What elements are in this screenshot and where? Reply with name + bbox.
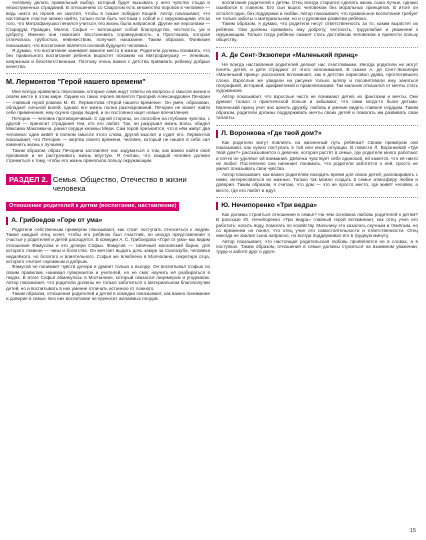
essay-text-lermontov — [6, 89, 210, 164]
paragraph: Фамусов не понимает чувств дочери и думает только о выгоде. Он воспитывал Софью по своим правилам, нанимал гувернанток и учителей, но не смог научить её разбираться в людях. В итоге Софья обманулась в Молчалине, который оказался лицемером и угодником. Автор показывает, что родители должны не только заботиться о материальном благополучии детей, но и воспитывать в них умение отличать истинное от ложного. — [6, 264, 210, 291]
essay-heading-lermontov — [6, 78, 210, 87]
essay-heading-nechiporenko — [216, 202, 418, 210]
essay-heading-exupery — [216, 52, 418, 60]
paragraph: Родители собственным примером показывают, как стоит поступать относиться к людям. Также каждый отец хочет, чтобы его ребёнок был счастлив, но иногда представления о счастье у родителей и детей расходятся. В комедии А. С. Грибоедова «Горе от ума» мы видим отношения Фамусова и его дочери Софьи. Фамусов — типичный московский барин, для которого главное — чины и богатство. Он мечтает выдать дочь замуж за Скалозуба, человека недалёкого, но богатого и влиятельного. Софья же влюблена в Молчалина, секретаря отца, которого считает скромным и добрым. — [6, 226, 210, 264]
right-column — [216, 0, 418, 540]
section-subtitle: Отношение родителей к детям (воспитание, наставление) — [6, 202, 179, 211]
accent-bar — [216, 202, 218, 210]
accent-bar — [216, 130, 218, 138]
essay-heading-griboedov — [6, 217, 210, 225]
paragraph: Не всегда наставления родителей делают нас счастливыми. Иногда родители не могут понять детей, и дети страдают от этого непонимания. В сказке А. де Сент-Экзюпери «Маленький принц» рассказчик вспоминает, как в детстве нарисовал удава, проглотившего слона. Взрослые же увидели на рисунке только шляпу и посоветовали ему заняться географией, историей, арифметикой и правописанием. Так мальчик отказался от мечты стать художником. — [216, 61, 418, 94]
essay-text-exupery — [216, 62, 418, 121]
essay-text-nechiporenko — [216, 212, 418, 255]
paragraph: воспитания родителей к детям. Отец всегда старался сделать жизнь сына лучше, однако ошибался в главном. Его сын вырос человеком без моральных принципов. В итоге он остался один, без поддержки и любви. Автор показывает, что правильное воспитание требует не только заботы о материальном, но и о духовном развитии ребёнка. — [216, 0, 418, 22]
page-number: 15 — [409, 528, 416, 534]
divider — [6, 73, 210, 74]
essay-heading-voronkova — [216, 130, 418, 138]
section-title: Семья. Общество, Отечество в жизни человека — [52, 174, 187, 193]
section-title-row — [6, 174, 210, 194]
paragraph: Как должны строиться отношения в семье? На чём основана любовь родителей к детям? В рассказе Ю. Нечипоренко «Три ведра» главный герой вспоминает, как отец учил его работать: носить воду, помогать по хозяйству. Мальчику это казалось скучным и тяжёлым, но со временем он понял, что отец учил его самостоятельности и ответственности. Отец никогда не хвалил сына напрасно, но всегда поддерживал его в трудную минуту. — [216, 211, 418, 239]
essay-title: А. Грибоедов «Горе от ума» — [11, 216, 103, 224]
accent-bar — [6, 217, 8, 225]
paragraph: Таким образом, отношения родителей и детей в комедии показывают, как важно понимание и доверие в семье. Без них воспитание не приносит желаемых плодов. — [6, 290, 210, 302]
essay-title: А. Де Сент-Экзюпери «Маленький принц» — [221, 51, 358, 59]
paragraph: Таким образом, образ Печорина заставляет нас задуматься о том, как важно найти своё призвание и не растрачивать жизнь впустую. Я считаю, что каждый человек должен стремиться к тому, чтобы его жизнь приносила пользу окружающим. — [6, 147, 210, 164]
section-banner — [6, 174, 210, 212]
paragraph: Автор показывает, что взрослые часто не понимают детей, их фантазии и мечты. Они думают только о практической пользе и забывают, что сами когда-то были детьми. Маленький принц учит нас ценить дружбу, любовь и умение видеть главное сердцем. Таким образом, родители должны поддерживать мечты своих детей и помогать им развивать свои таланты. — [216, 93, 418, 121]
essay-title: Ю. Нечипоренко «Три ведра» — [221, 201, 318, 209]
left-intro-text — [6, 0, 210, 69]
paragraph: Я думаю, что воспитание занимает важное место в жизни. Родители должны понимать, что без правильного воспитания ребенок вырастет похожим на Митрофанушку — ленивым, капризным и безответственным. Поэтому очень важно с детства прививать ребенку добрые качества. — [6, 48, 210, 70]
paragraph: Как родители могут повлиять на жизненный путь ребёнка? Своим примером они показывают, как нужно поступать в той или иной ситуации. В повести Л. Воронковой «Где твой дом?» рассказывается о девочке, которая растёт в семье, где родители много работают и почти не уделяют ей внимания. Девочка чувствует себя одинокой, ей кажется, что её никто не любит. Постепенно она начинает понимать, что родители заботятся о ней, просто не умеют показывать свои чувства. — [216, 139, 418, 172]
essay-title: М. Лермонтов "Герой нашего времени" — [6, 77, 146, 87]
left-column — [6, 0, 210, 540]
divider — [216, 47, 418, 48]
accent-bar — [216, 52, 218, 60]
essay-title: Л. Воронкова «Где твой дом?» — [221, 129, 322, 137]
divider — [216, 125, 418, 126]
paragraph: человеку делать правильный выбор, который будет вызывать у него чувство стыда и незаслуженных страданий. В отношениях со Сварогом есть множество пороков в человеке — ведь никто из героев не захотел, чтобы в сказке победил Кощей. Автор показывает, что настоящее счастье можно найти, только если быть честным с собой и с окружающими. Из-за того, что Митрофанушка ленился учиться, его жизнь была напрасной. Другие же персонажи — Стародум, Правдин, Милон, Софья — воплощают собой благородство, честность, ум и доброту. Именно они помогают восстановить справедливость, а Простакова, которая отличалась грубостью, невежеством, получает наказание. Таким образом, Фонвизин показывает, что воспитание является основой будущего человека. — [6, 0, 210, 48]
paragraph: Мне всегда нравились персонажи, которые сами ищут ответы на вопросы о смысле жизни и своём месте в этом мире. Одним из таких героев является Григорий Александрович Печорин — главный герой романа М. Ю. Лермонтова «Герой нашего времени». Он умён, образован, обладает сильной волей, однако его жизнь полна разочарований. Печорин не может найти себе применения, ему скучно среди людей, и он постоянно ищет новые впечатления. — [6, 88, 210, 116]
paragraph: Автор показывает, что настоящая родительская любовь проявляется не в словах, а в поступках. Таким образом, отношения в семье должны строиться на взаимном уважении, труде и заботе друг о друге. — [216, 238, 418, 255]
divider — [216, 197, 418, 198]
section-tag: РАЗДЕЛ 2. — [6, 174, 51, 185]
right-intro-text — [216, 0, 418, 43]
paragraph: Печорин — человек противоречивый. С одной стороны, он способен на глубокие чувства, с другой — приносит страдания тем, кто его любит. Так, он разрушил жизнь Бэлы, обидел Максима Максимыча, ранил сердце княжны Мери. Сам герой признаётся, что в нём живут два человека: один живёт в полном смысле этого слова, другой мыслит и судит его. Лермонтов показывает, что Печорин — жертва своего времени, человек, который не нашёл в себе сил изменить жизнь к лучшему. — [6, 115, 210, 148]
essay-text-griboedov — [6, 227, 210, 302]
paragraph: Таким образом, я думаю, что родители несут ответственность за то, каким вырастет их ребёнок. Они должны прививать ему доброту, честность, трудолюбие и уважение к окружающим. Только тогда ребёнок сможет стать достойным человеком и принести пользу обществу. — [216, 21, 418, 43]
paragraph: Автор показывает, как важно родителям находить время для своих детей, разговаривать с ними, интересоваться их жизнью. Только так можно создать в семье атмосферу любви и доверия. Таким образом, я считаю, что дом — это не просто место, где живёт человек, а место, где его любят и ждут. — [216, 171, 418, 193]
essay-text-voronkova — [216, 140, 418, 193]
